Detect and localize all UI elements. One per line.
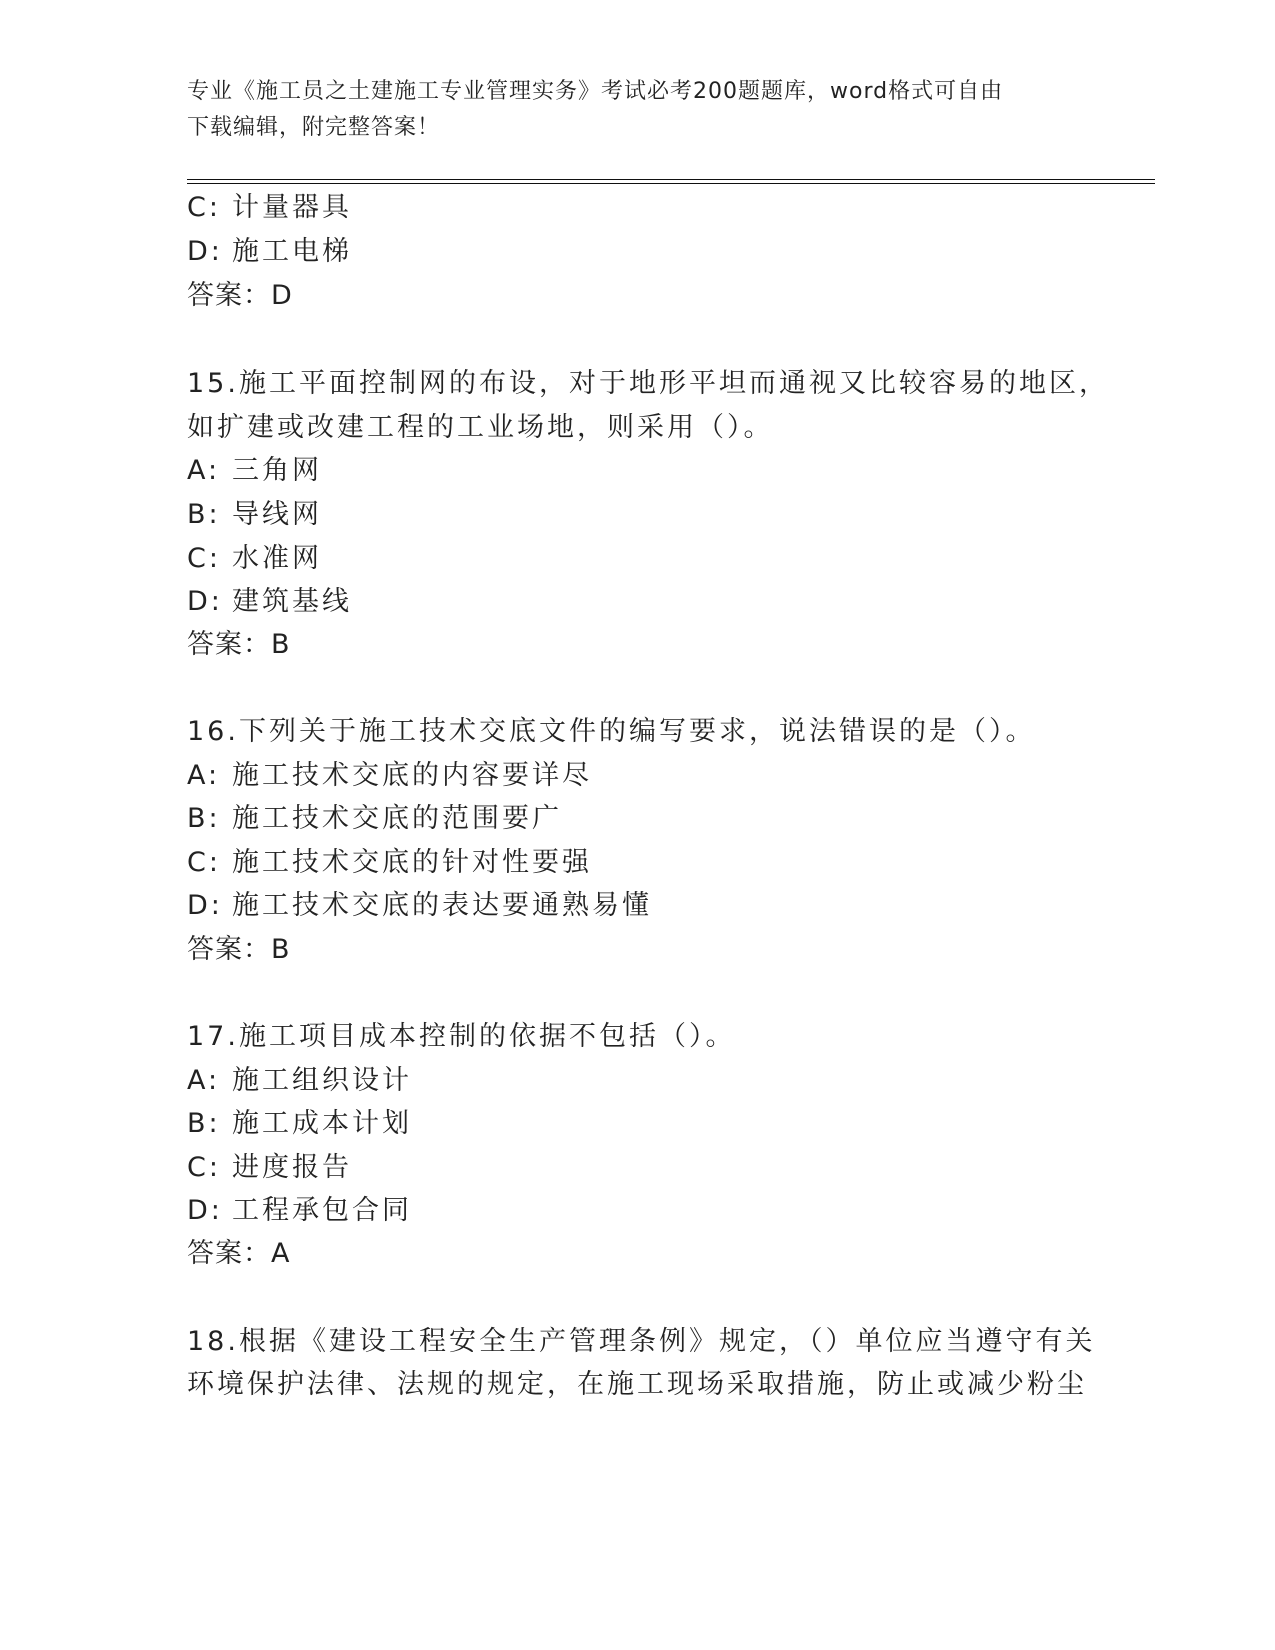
option-key: C: — [187, 192, 221, 223]
option-text: 施工技术交底的范围要广 — [232, 803, 562, 834]
question-stem: 如扩建或改建工程的工业场地，则采用（）。 — [187, 412, 774, 443]
option-key: C: — [187, 847, 221, 878]
option-key: C: — [187, 543, 221, 574]
option-key: D: — [187, 1195, 223, 1226]
option-text: 建筑基线 — [232, 586, 352, 617]
page-header — [187, 74, 1067, 146]
option-text: 施工成本计划 — [232, 1108, 412, 1139]
header-rule-bottom — [187, 183, 1155, 184]
option-text: 计量器具 — [232, 192, 352, 223]
option-key: B: — [187, 1108, 221, 1139]
option-a — [187, 1064, 412, 1098]
header-rule-top — [187, 179, 1155, 180]
option-a — [187, 454, 322, 488]
option-key: A: — [187, 760, 221, 791]
option-text: 施工组织设计 — [232, 1065, 412, 1096]
option-key: B: — [187, 803, 221, 834]
option-key: D: — [187, 236, 223, 267]
option-text: 三角网 — [232, 455, 322, 486]
question-stem: 环境保护法律、法规的规定，在施工现场采取措施，防止或减少粉尘 — [187, 1369, 1087, 1400]
option-b — [187, 802, 562, 836]
header-line-2: 下载编辑，附完整答案！ — [187, 115, 441, 140]
option-key: A: — [187, 1065, 221, 1096]
question-stem: 16.下列关于施工技术交底文件的编写要求，说法错误的是（）。 — [187, 716, 1036, 747]
option-a — [187, 759, 592, 793]
option-text: 施工技术交底的针对性要强 — [232, 847, 592, 878]
answer-line: 答案：B — [187, 934, 291, 965]
answer-line: 答案：A — [187, 1238, 291, 1269]
question-stem: 18.根据《建设工程安全生产管理条例》规定，（）单位应当遵守有关 — [187, 1326, 1096, 1357]
option-c — [187, 1151, 352, 1185]
option-key: A: — [187, 455, 221, 486]
option-text: 施工电梯 — [232, 236, 352, 267]
option-c — [187, 846, 592, 880]
option-text: 施工技术交底的内容要详尽 — [232, 760, 592, 791]
option-d — [187, 235, 352, 269]
option-key: B: — [187, 499, 221, 530]
option-d — [187, 585, 352, 619]
option-d — [187, 1194, 412, 1228]
option-b — [187, 1107, 412, 1141]
question-stem: 17.施工项目成本控制的依据不包括（）。 — [187, 1021, 736, 1052]
option-key: D: — [187, 890, 223, 921]
option-text: 进度报告 — [232, 1152, 352, 1183]
header-line-1: 专业《施工员之土建施工专业管理实务》考试必考200题题库，word格式可自由 — [187, 79, 1004, 104]
option-key: C: — [187, 1152, 221, 1183]
option-c — [187, 191, 352, 225]
option-c — [187, 542, 322, 576]
option-text: 导线网 — [232, 499, 322, 530]
option-b — [187, 498, 322, 532]
option-text: 水准网 — [232, 543, 322, 574]
option-key: D: — [187, 586, 223, 617]
answer-line: 答案：B — [187, 629, 291, 660]
question-stem: 15.施工平面控制网的布设，对于地形平坦而通视又比较容易的地区， — [187, 368, 1109, 399]
option-text: 工程承包合同 — [232, 1195, 412, 1226]
answer-line: 答案：D — [187, 280, 293, 311]
option-text: 施工技术交底的表达要通熟易懂 — [232, 890, 652, 921]
option-d — [187, 889, 652, 923]
